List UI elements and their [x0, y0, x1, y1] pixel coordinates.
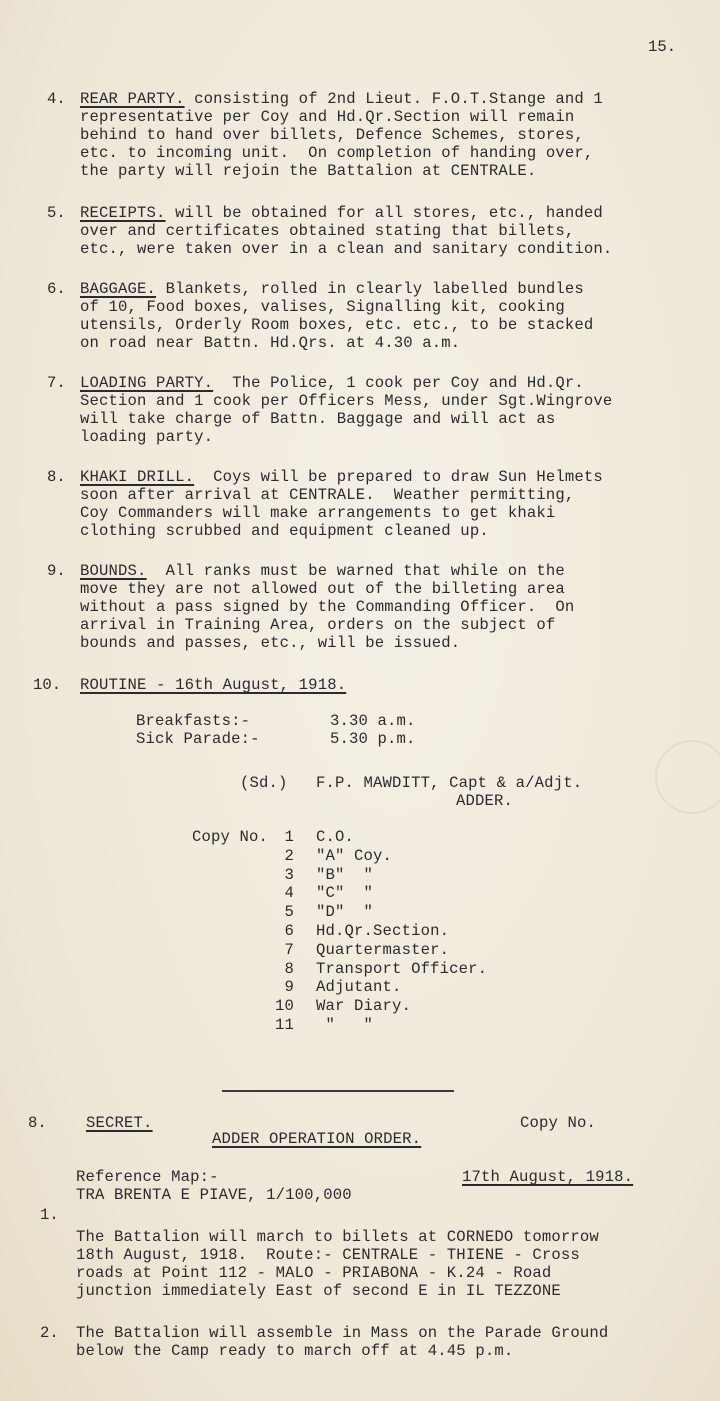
- copy-number: 9: [284, 978, 294, 997]
- copy-recipient: Adjutant.: [316, 978, 402, 997]
- para-4-heading: REAR PARTY.: [80, 90, 185, 108]
- copy-no-label: Copy No.: [192, 828, 269, 846]
- order-para-1-line-4: junction immediately East of second E in IL TEZZONE: [76, 1282, 561, 1300]
- routine-time-sick-parade: 5.30 p.m.: [330, 730, 416, 748]
- para-5-line-2: over and certificates obtained stating that billets,: [80, 222, 575, 240]
- copy-recipient: "B" ": [316, 865, 374, 884]
- copy-number: 11: [274, 1016, 294, 1034]
- para-5-heading: RECEIPTS.: [80, 204, 166, 222]
- copy-number: 3: [284, 865, 294, 884]
- para-10-heading: ROUTINE - 16th August, 1918.: [80, 676, 347, 694]
- para-4-number: 4.: [47, 90, 66, 108]
- para-6-number: 6.: [47, 280, 66, 298]
- copy-number: 1: [284, 828, 294, 846]
- secret-heading: SECRET.: [86, 1114, 153, 1132]
- copy-number: 6: [284, 922, 294, 940]
- para-6-line-3: utensils, Orderly Room boxes, etc. etc., to be stacked: [80, 316, 594, 334]
- para-8-line-3: Coy Commanders will make arrangements to get khaki: [80, 504, 556, 522]
- routine-label-sick-parade: Sick Parade:-: [136, 730, 260, 748]
- copy-number: 7: [284, 940, 294, 959]
- para-7-line-4: loading party.: [80, 428, 214, 446]
- para-9-line-3: without a pass signed by the Commanding Officer. On: [80, 598, 575, 616]
- copy-number: 5: [284, 903, 294, 922]
- para-9-line-5: bounds and passes, etc., will be issued.: [80, 634, 461, 652]
- para-5-line-3: etc., were taken over in a clean and sanitary condition.: [80, 240, 613, 258]
- para-9-line-2: move they are not allowed out of the billeting area: [80, 580, 565, 598]
- order-para-2-line-2: below the Camp ready to march off at 4.45 p.m.: [76, 1342, 514, 1360]
- para-7-line-2: Section and 1 cook per Officers Mess, under Sgt.Wingrove: [80, 392, 613, 410]
- order-para-2-line-1: The Battalion will assemble in Mass on the Parade Ground: [76, 1324, 609, 1342]
- para-7-heading: LOADING PARTY.: [80, 374, 214, 392]
- order-index: 8.: [28, 1114, 47, 1132]
- copy-number: 10: [274, 997, 294, 1016]
- routine-time-breakfasts: 3.30 a.m.: [330, 712, 416, 730]
- para-4-line-2: representative per Coy and Hd.Qr.Section will remain: [80, 108, 575, 126]
- para-9-line-1: BOUNDS. All ranks must be warned that while on the: [80, 562, 565, 580]
- order-para-1-line-3: roads at Point 112 - MALO - PRIABONA - K.24 - Road: [76, 1264, 552, 1282]
- signature-sd: (Sd.): [240, 774, 288, 792]
- para-5-line-1: RECEIPTS. will be obtained for all stores, etc., handed: [80, 204, 603, 222]
- copy-recipient: War Diary.: [316, 997, 412, 1016]
- order-para-1-line-2: 18th August, 1918. Route:- CENTRALE - THIENE - Cross: [76, 1246, 580, 1264]
- copy-recipient: "A" Coy.: [316, 846, 393, 865]
- para-8-heading: KHAKI DRILL.: [80, 468, 195, 486]
- para-6-heading: BAGGAGE.: [80, 280, 157, 298]
- copy-recipient: " ": [316, 1016, 374, 1034]
- para-7-number: 7.: [47, 374, 66, 392]
- para-8-line-4: clothing scrubbed and equipment cleaned up.: [80, 522, 489, 540]
- signature-name: F.P. MAWDITT, Capt & a/Adjt.: [316, 774, 583, 792]
- para-8-number: 8.: [47, 468, 66, 486]
- copy-recipient: "D" ": [316, 903, 374, 922]
- section-divider: [222, 1090, 454, 1092]
- para-7-line-3: will take charge of Battn. Baggage and will act as: [80, 410, 556, 428]
- para-10-number: 10.: [33, 676, 62, 694]
- para-4-line-4: etc. to incoming unit. On completion of handing over,: [80, 144, 594, 162]
- para-9-number: 9.: [47, 562, 66, 580]
- reference-map: TRA BRENTA E PIAVE, 1/100,000: [76, 1186, 352, 1204]
- copy-number: 2: [284, 846, 294, 865]
- signature-unit: ADDER.: [456, 792, 514, 810]
- copy-recipient: Quartermaster.: [316, 940, 450, 959]
- copy-recipient: "C" ": [316, 884, 374, 903]
- para-8-line-1: KHAKI DRILL. Coys will be prepared to draw Sun Helmets: [80, 468, 603, 486]
- para-9-heading: BOUNDS.: [80, 562, 147, 580]
- order-para-1-number: 1.: [40, 1206, 59, 1224]
- order-para-2-number: 2.: [40, 1324, 59, 1342]
- copy-recipient: Transport Officer.: [316, 959, 488, 978]
- para-4-line-3: behind to hand over billets, Defence Schemes, stores,: [80, 126, 584, 144]
- operation-order-title: ADDER OPERATION ORDER.: [212, 1130, 422, 1148]
- para-4-line-1: REAR PARTY. consisting of 2nd Lieut. F.O.T.Stange and 1: [80, 90, 603, 108]
- faint-stamp-mark: [655, 740, 720, 814]
- page-number: 15.: [648, 38, 677, 56]
- para-7-line-1: LOADING PARTY. The Police, 1 cook per Coy and Hd.Qr.: [80, 374, 584, 392]
- copy-number: 8: [284, 959, 294, 978]
- order-copy-no: Copy No.: [520, 1114, 597, 1132]
- routine-label-breakfasts: Breakfasts:-: [136, 712, 251, 730]
- copy-recipient: Hd.Qr.Section.: [316, 922, 450, 940]
- para-6-line-4: on road near Battn. Hd.Qrs. at 4.30 a.m.: [80, 334, 461, 352]
- para-8-line-2: soon after arrival at CENTRALE. Weather permitting,: [80, 486, 575, 504]
- para-6-line-2: of 10, Food boxes, valises, Signalling kit, cooking: [80, 298, 565, 316]
- copy-recipient: C.O.: [316, 828, 355, 846]
- order-para-1-line-1: The Battalion will march to billets at CORNEDO tomorrow: [76, 1228, 599, 1246]
- copy-number: 4: [284, 884, 294, 903]
- para-9-line-4: arrival in Training Area, orders on the subject of: [80, 616, 556, 634]
- para-6-line-1: BAGGAGE. Blankets, rolled in clearly labelled bundles: [80, 280, 584, 298]
- reference-map-label: Reference Map:-: [76, 1168, 219, 1186]
- para-4-line-5: the party will rejoin the Battalion at CENTRALE.: [80, 162, 537, 180]
- para-5-number: 5.: [47, 204, 66, 222]
- order-date: 17th August, 1918.: [462, 1168, 634, 1186]
